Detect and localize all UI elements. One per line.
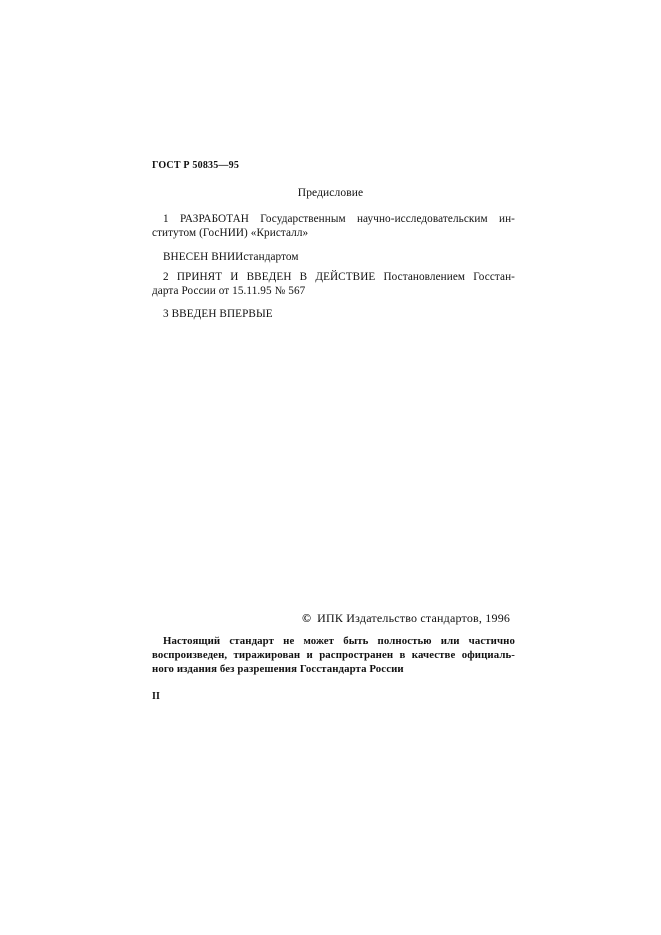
notice-line-3: ного издания без разрешения Госстандарта России [152,663,404,675]
document-code: ГОСТ Р 50835—95 [152,160,240,171]
item-1-line-2: ститутом (ГосНИИ) «Кристалл» [152,227,309,239]
copyright-symbol: © [302,611,312,625]
item-1-line-1: 1 РАЗРАБОТАН Государственным научно-исследовательским ин- [163,213,515,225]
introduced-by: ВНЕСЕН ВНИИстандартом [163,251,299,263]
notice-line-1: Настоящий стандарт не может быть полностью или частично [163,635,515,647]
copyright-text: ИПК Издательство стандартов, 1996 [317,611,511,625]
section-title: Предисловие [297,187,364,199]
page-number: II [152,691,160,702]
item-3: 3 ВВЕДЕН ВПЕРВЫЕ [163,308,273,320]
notice-line-2: воспроизведен, тиражирован и распространен в качестве официаль- [152,649,515,661]
copyright-line [302,611,510,625]
item-2-line-1: 2 ПРИНЯТ И ВВЕДЕН В ДЕЙСТВИЕ Постановлением Госстан- [163,271,515,283]
item-2-line-2: дарта России от 15.11.95 № 567 [152,285,306,297]
